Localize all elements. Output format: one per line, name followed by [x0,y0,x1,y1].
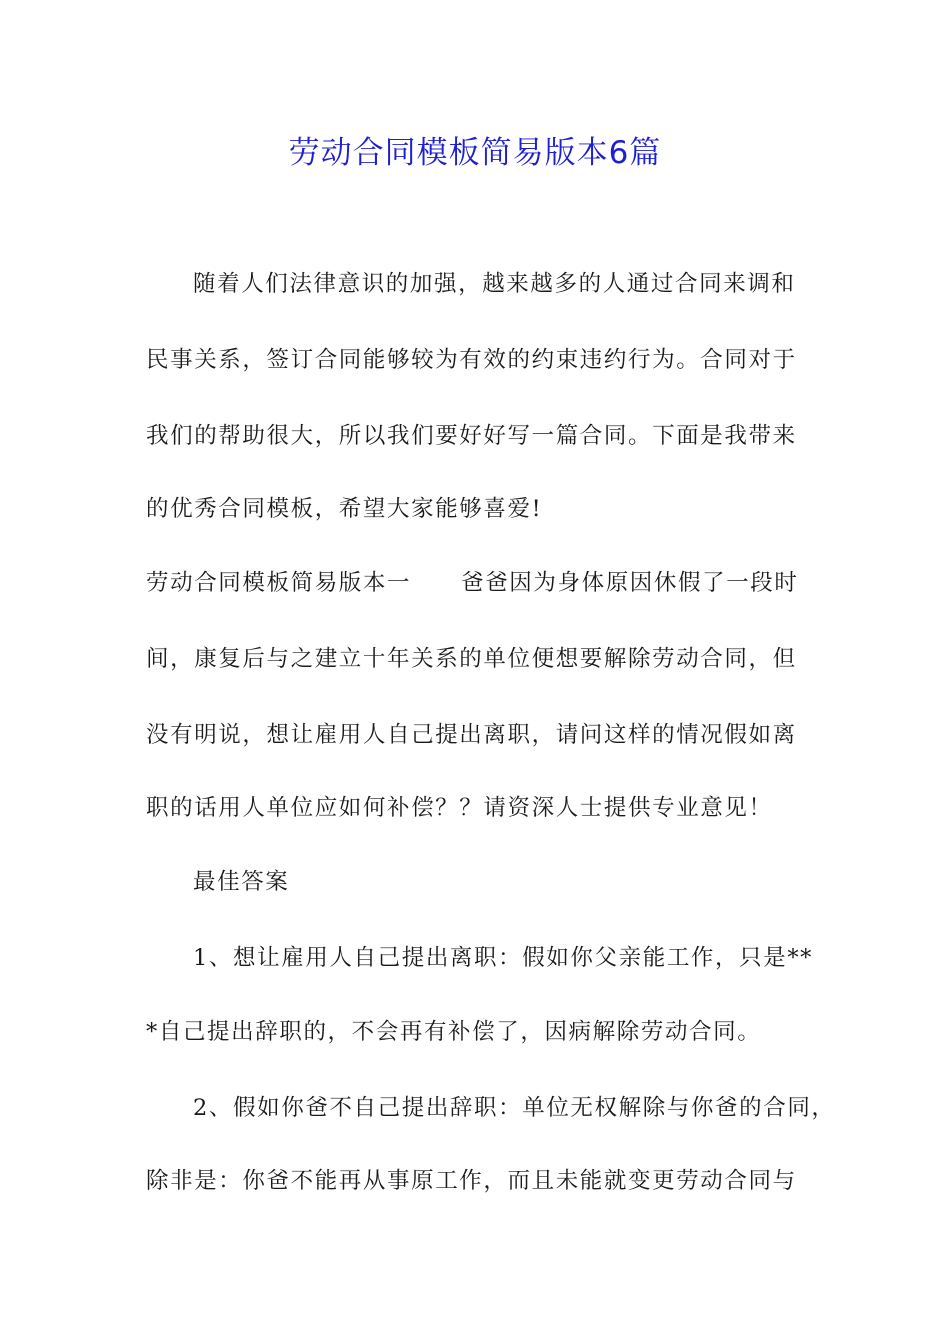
answer-heading: 最佳答案 [193,869,290,895]
intro-line-1: 随着人们法律意识的加强，越来越多的人通过合同来调和 [193,271,796,297]
intro-line-2: 民事关系，签订合同能够较为有效的约束违约行为。合同对于 [146,347,797,373]
answer-line-1: 1、想让雇用人自己提出离职：假如你父亲能工作，只是** [193,945,814,971]
question-line-2: 间，康复后与之建立十年关系的单位便想要解除劳动合同，但 [146,646,797,672]
document-title: 劳动合同模板简易版本6篇 [288,135,662,171]
section-heading: 劳动合同模板简易版本一 [146,570,412,596]
answer-line-3: 2、假如你爸不自己提出辞职：单位无权解除与你爸的合同， [193,1095,836,1121]
question-line-4: 职的话用人单位应如何补偿？？请资深人士提供专业意见！ [146,795,773,821]
section-heading-line [146,563,806,603]
answer-line-4: 除非是：你爸不能再从事原工作，而且未能就变更劳动合同与 [146,1168,797,1194]
answer-line-2: *自己提出辞职的，不会再有补偿了，因病解除劳动合同。 [146,1019,762,1045]
intro-line-4: 的优秀合同模板，希望大家能够喜爱! [146,496,543,522]
question-line-3: 没有明说，想让雇用人自己提出离职，请问这样的情况假如离 [146,722,797,748]
intro-line-3: 我们的帮助很大，所以我们要好好写一篇合同。下面是我带来 [146,423,797,449]
question-line-1: 爸爸因为身体原因休假了一段时 [461,570,799,596]
